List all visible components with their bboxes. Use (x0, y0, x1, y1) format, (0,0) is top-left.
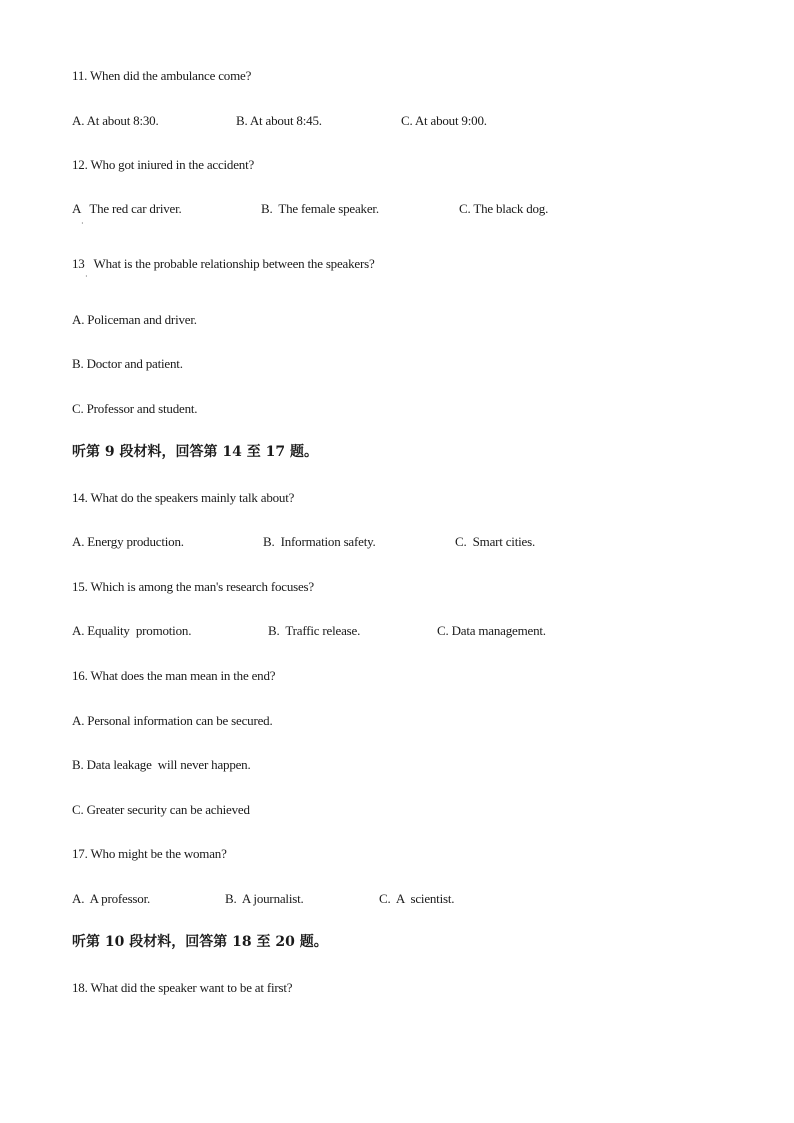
question-16-option-c: C. Greater security can be achieved (72, 802, 250, 817)
question-12-option-b: B. The female speaker. (261, 201, 379, 216)
question-14-option-b: B. Information safety. (263, 534, 376, 549)
question-11-option-a: A. At about 8:30. (72, 113, 159, 128)
question-15-option-c: C. Data management. (437, 623, 546, 638)
question-11-option-c: C. At about 9:00. (401, 113, 487, 128)
question-11-stem: 11. When did the ambulance come? (72, 68, 252, 83)
question-17-option-a: A. A professor. (72, 891, 151, 906)
section-heading-9: 听第 9 段材料，回答第 14 至 17 题。 (72, 444, 318, 460)
question-16-stem: 16. What does the man mean in the end? (72, 668, 276, 683)
question-15-options (72, 623, 672, 639)
question-15-option-b: B. Traffic release. (268, 623, 361, 638)
question-15-option-a: A. Equality promotion. (72, 623, 192, 638)
question-18-stem: 18. What did the speaker want to be at first? (72, 980, 293, 995)
question-16-option-b: B. Data leakage will never happen. (72, 757, 251, 772)
question-14-options (72, 534, 672, 550)
stray-mark: · (85, 272, 88, 281)
question-11-options (72, 113, 672, 129)
question-17-stem: 17. Who might be the woman? (72, 846, 227, 861)
question-15-stem: 15. Which is among the man's research focuses? (72, 579, 314, 594)
question-12-option-c: C. The black dog. (459, 201, 549, 216)
question-14-option-c: C. Smart cities. (455, 534, 536, 549)
question-17-options (72, 891, 672, 907)
question-11-option-b: B. At about 8:45. (236, 113, 322, 128)
question-13-option-a: A. Policeman and driver. (72, 312, 197, 327)
section-heading-10: 听第 10 段材料，回答第 18 至 20 题。 (72, 934, 328, 950)
question-12-stem: 12. Who got iniured in the accident? (72, 157, 255, 172)
question-17-option-b: B. A journalist. (225, 891, 304, 906)
question-12-option-a: A The red car driver. (72, 201, 182, 216)
question-17-option-c: C. A scientist. (379, 891, 455, 906)
question-13-option-b: B. Doctor and patient. (72, 356, 183, 371)
question-13-stem: 13 What is the probable relationship between the speakers? (72, 256, 375, 271)
question-16-option-a: A. Personal information can be secured. (72, 713, 273, 728)
question-14-option-a: A. Energy production. (72, 534, 184, 549)
question-13-option-c: C. Professor and student. (72, 401, 198, 416)
stray-mark: · (81, 219, 84, 228)
question-12-options (72, 201, 672, 217)
question-14-stem: 14. What do the speakers mainly talk about? (72, 490, 295, 505)
